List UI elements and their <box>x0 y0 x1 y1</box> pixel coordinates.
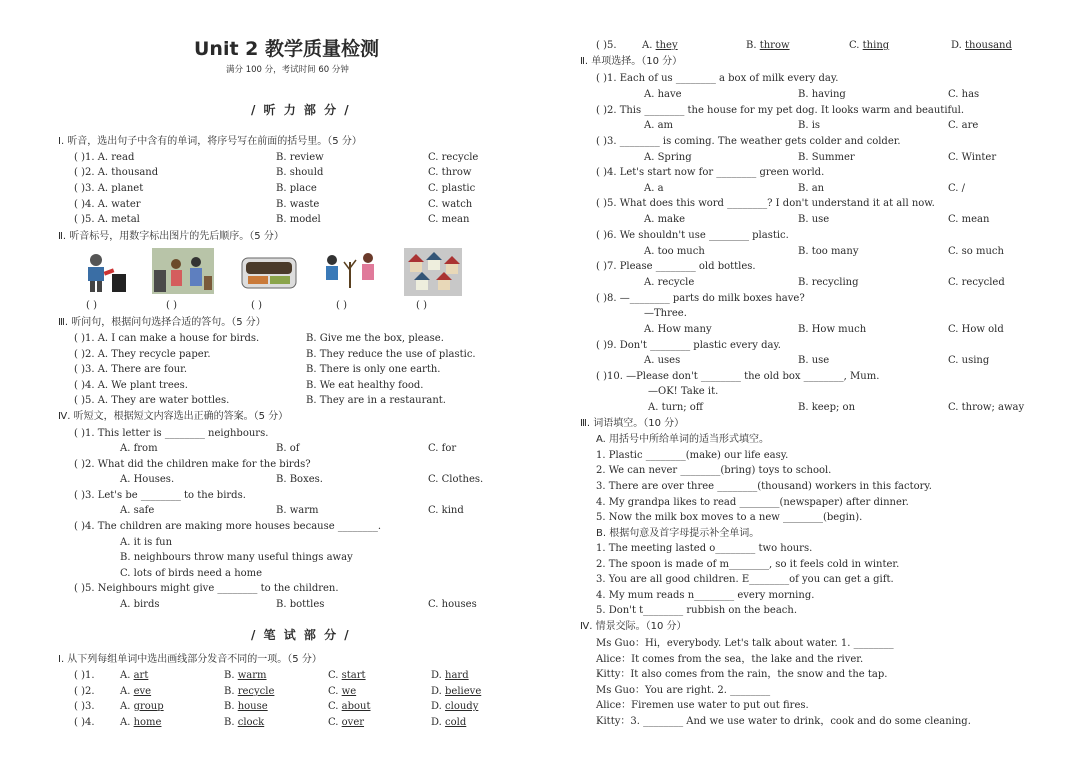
question-text: ( )4. The children are making more houses because ________. <box>74 521 381 532</box>
question-number: ( )3. A. planet <box>74 183 144 194</box>
option-b: B. neighbours throw many useful things away <box>120 552 353 563</box>
option-c: C. mean <box>948 214 990 225</box>
page-subtitle: 满分 100 分，考试时间 60 分钟 <box>226 65 349 75</box>
option-c: C. houses <box>428 599 477 610</box>
option-b: B. should <box>276 167 324 178</box>
option-b: B. They are in a restaurant. <box>306 395 446 406</box>
dialog-line: Kitty：3. ________ And we use water to drink，cook and do some cleaning. <box>596 716 971 727</box>
page-title: Unit 2 教学质量检测 <box>194 38 379 60</box>
option-b: B. is <box>798 120 821 131</box>
option-a: A. they <box>642 40 678 51</box>
option-c: C. recycle <box>428 152 479 163</box>
option-c: C. mean <box>428 214 470 225</box>
section-heading: Ⅱ. 听音标号，用数字标出图片的先后顺序。（5 分） <box>58 231 284 242</box>
option-b: B. We eat healthy food. <box>306 380 424 391</box>
question-number: ( )5. A. metal <box>74 214 140 225</box>
option-b: B. They reduce the use of plastic. <box>306 349 476 360</box>
option-b: B. There is only one earth. <box>306 364 441 375</box>
option-c: C. Clothes. <box>428 474 484 485</box>
section-heading: Ⅰ. 从下列每组单词中选出画线部分发音不同的一项。（5 分） <box>58 654 322 665</box>
question-text: ( )2. What did the children make for the birds? <box>74 459 311 470</box>
option-c: C. lots of birds need a home <box>120 568 263 579</box>
option-c: C. thing <box>849 40 890 51</box>
option-d: D. cold <box>431 717 467 728</box>
question-text: ( )1. Each of us ________ a box of milk every day. <box>596 73 839 84</box>
option-a: A. Spring <box>644 152 692 163</box>
section-heading: Ⅳ. 听短文，根据短文内容选出正确的答案。（5 分） <box>58 411 289 422</box>
option-c: C. recycled <box>948 277 1005 288</box>
option-a: A. a <box>644 183 664 194</box>
option-a: A. too much <box>644 246 705 257</box>
question-number: ( )1. A. read <box>74 152 135 163</box>
question-text: ( )10. —Please don't ________ the old box ________, Mum. <box>596 371 880 382</box>
picture-answer-paren: ( ) <box>166 300 177 311</box>
option-b: B. How much <box>798 324 867 335</box>
option-c: C. Winter <box>948 152 997 163</box>
picture-answer-paren: ( ) <box>416 300 427 311</box>
birdhouses-icon <box>404 248 462 296</box>
option-b: B. place <box>276 183 317 194</box>
option-b: B. warm <box>224 670 267 681</box>
option-d: D. thousand <box>951 40 1012 51</box>
dialog-reply: —Three. <box>644 308 687 319</box>
boy-recycling-icon <box>76 250 132 294</box>
option-b: B. warm <box>276 505 319 516</box>
option-a: A. am <box>644 120 674 131</box>
option-d: D. hard <box>431 670 469 681</box>
part-b-instruction: B. 根据句意及首字母提示补全单词。 <box>596 528 760 539</box>
option-c: C. are <box>948 120 979 131</box>
question-text: ( )4. Let's start now for ________ green world. <box>596 167 825 178</box>
option-c: C. over <box>328 717 365 728</box>
food-box-icon <box>240 252 298 292</box>
option-c: C. we <box>328 686 357 697</box>
section-heading: Ⅱ. 单项选择。（10 分） <box>580 56 683 67</box>
option-b: B. throw <box>746 40 790 51</box>
option-b: B. recycle <box>224 686 275 697</box>
option-c: C. How old <box>948 324 1004 335</box>
option-c: C. using <box>948 355 990 366</box>
option-a: ( )4. A. We plant trees. <box>74 380 188 391</box>
option-b: B. Summer <box>798 152 855 163</box>
dialog-line: Alice：Firemen use water to put out fires. <box>596 700 809 711</box>
option-b: B. of <box>276 443 300 454</box>
option-b: B. model <box>276 214 321 225</box>
option-b: B. recycling <box>798 277 859 288</box>
children-tree-icon <box>320 248 382 294</box>
question-number: ( )4. <box>74 717 95 728</box>
option-b: B. keep; on <box>798 402 856 413</box>
picture-answer-paren: ( ) <box>86 300 97 311</box>
question-text: ( )5. Neighbours might give ________ to the children. <box>74 583 339 594</box>
option-b: B. clock <box>224 717 265 728</box>
question-text: ( )9. Don't ________ plastic every day. <box>596 340 781 351</box>
option-b: B. an <box>798 183 825 194</box>
question-text: ( )6. We shouldn't use ________ plastic. <box>596 230 789 241</box>
question-text: ( )2. This ________ the house for my pet dog. It looks warm and beautiful. <box>596 105 965 116</box>
option-a: ( )5. A. They are water bottles. <box>74 395 230 406</box>
option-b: B. Boxes. <box>276 474 323 485</box>
fill-item: 4. My grandpa likes to read ________(newspaper) after dinner. <box>596 497 909 508</box>
part-a-instruction: A. 用括号中所给单词的适当形式填空。 <box>596 434 770 445</box>
option-b: B. review <box>276 152 324 163</box>
option-a: A. turn; off <box>648 402 703 413</box>
question-text: ( )8. —________ parts do milk boxes have? <box>596 293 805 304</box>
option-c: C. so much <box>948 246 1004 257</box>
picture-answer-paren: ( ) <box>336 300 347 311</box>
fill-item: 2. We can never ________(bring) toys to school. <box>596 465 832 476</box>
option-a: A. uses <box>644 355 681 366</box>
option-a: ( )3. A. There are four. <box>74 364 188 375</box>
section-heading: Ⅲ. 词语填空。（10 分） <box>580 418 685 429</box>
option-a: A. group <box>120 701 164 712</box>
option-a: A. How many <box>644 324 712 335</box>
fill-item: 3. You are all good children. E________of you can get a gift. <box>596 574 894 585</box>
picture-answer-paren: ( ) <box>251 300 262 311</box>
option-a: ( )1. A. I can make a house for birds. <box>74 333 260 344</box>
question-number: ( )3. <box>74 701 95 712</box>
option-a: A. safe <box>120 505 155 516</box>
option-c: C. throw <box>428 167 472 178</box>
option-a: A. have <box>644 89 682 100</box>
option-a: A. Houses. <box>120 474 175 485</box>
fill-item: 5. Now the milk box moves to a new ________(begin). <box>596 512 863 523</box>
option-a: A. home <box>120 717 162 728</box>
option-b: B. use <box>798 214 830 225</box>
option-d: D. believe <box>431 686 482 697</box>
children-trash-icon <box>152 248 214 294</box>
option-a: A. birds <box>120 599 160 610</box>
option-a: A. from <box>120 443 158 454</box>
question-number: ( )2. A. thousand <box>74 167 159 178</box>
option-b: B. waste <box>276 199 320 210</box>
option-c: C. start <box>328 670 366 681</box>
question-number: ( )2. <box>74 686 95 697</box>
fill-item: 2. The spoon is made of m________, so it feels cold in winter. <box>596 559 900 570</box>
dialog-line: Alice：It comes from the sea，the lake and the river. <box>596 654 864 665</box>
option-b: B. bottles <box>276 599 325 610</box>
question-text: ( )3. ________ is coming. The weather gets colder and colder. <box>596 136 901 147</box>
option-a: A. it is fun <box>120 537 173 548</box>
option-c: C. throw; away <box>948 402 1025 413</box>
option-d: D. cloudy <box>431 701 479 712</box>
fill-item: 1. The meeting lasted o________ two hours. <box>596 543 813 554</box>
option-b: B. house <box>224 701 268 712</box>
option-a: ( )2. A. They recycle paper. <box>74 349 211 360</box>
question-number: ( )4. A. water <box>74 199 141 210</box>
question-number: ( )1. <box>74 670 95 681</box>
fill-item: 4. My mum reads n________ every morning. <box>596 590 815 601</box>
option-a: A. art <box>120 670 149 681</box>
section-heading: Ⅰ. 听音，选出句子中含有的单词，将序号写在前面的括号里。（5 分） <box>58 136 362 147</box>
option-a: A. eve <box>120 686 152 697</box>
option-c: C. plastic <box>428 183 476 194</box>
dialog-reply: —OK! Take it. <box>648 386 719 397</box>
option-c: C. for <box>428 443 457 454</box>
option-b: B. too many <box>798 246 859 257</box>
dialog-line: Ms Guo：You are right. 2. ________ <box>596 685 771 696</box>
dialog-line: Kitty：It also comes from the rain，the snow and the tap. <box>596 669 888 680</box>
dialog-line: Ms Guo：Hi，everybody. Let's talk about water. 1. ________ <box>596 638 894 649</box>
section-heading: Ⅳ. 情景交际。（10 分） <box>580 621 687 632</box>
option-c: C. watch <box>428 199 473 210</box>
question-text: ( )7. Please ________ old bottles. <box>596 261 756 272</box>
question-number: ( )5. <box>596 40 617 51</box>
question-text: ( )1. This letter is ________ neighbours. <box>74 428 269 439</box>
listening-part-header: / 听 力 部 分 / <box>251 103 351 117</box>
fill-item: 3. There are over three ________(thousand) workers in this factory. <box>596 481 932 492</box>
option-c: C. about <box>328 701 371 712</box>
option-b: B. Give me the box, please. <box>306 333 444 344</box>
written-part-header: / 笔 试 部 分 / <box>251 628 351 642</box>
option-b: B. having <box>798 89 846 100</box>
option-c: C. has <box>948 89 980 100</box>
fill-item: 1. Plastic ________(make) our life easy. <box>596 450 789 461</box>
option-c: C. / <box>948 183 966 194</box>
section-heading: Ⅲ. 听问句，根据问句选择合适的答句。（5 分） <box>58 317 266 328</box>
option-c: C. kind <box>428 505 464 516</box>
question-text: ( )5. What does this word ________? I don't understand it at all now. <box>596 198 935 209</box>
option-b: B. use <box>798 355 830 366</box>
fill-item: 5. Don't t________ rubbish on the beach. <box>596 605 798 616</box>
option-a: A. make <box>644 214 686 225</box>
question-text: ( )3. Let's be ________ to the birds. <box>74 490 246 501</box>
option-a: A. recycle <box>644 277 695 288</box>
